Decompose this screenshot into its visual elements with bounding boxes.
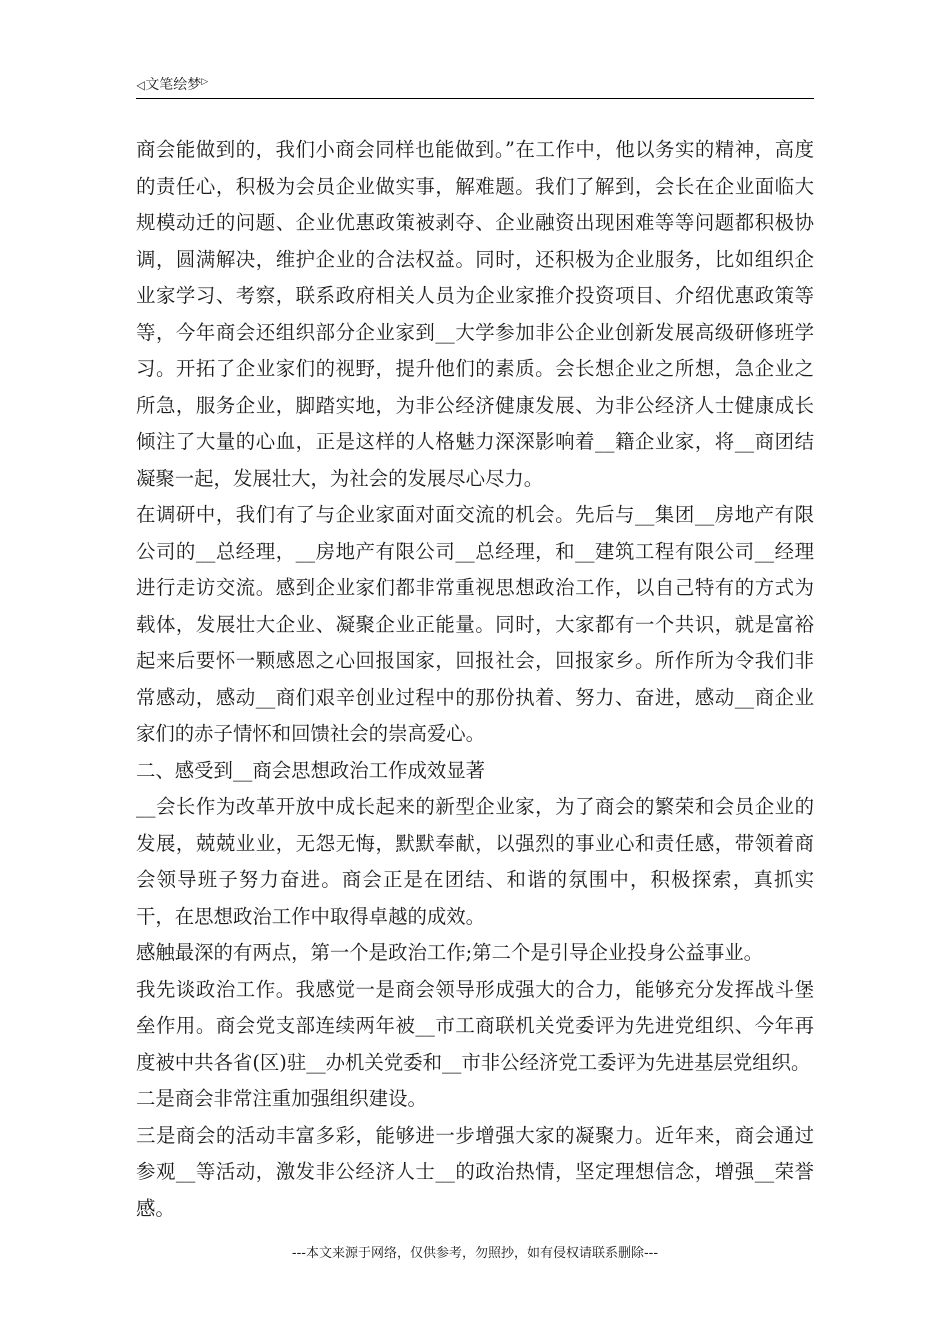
right-triangle-icon: ▷ bbox=[201, 77, 209, 87]
page-header bbox=[136, 74, 814, 99]
paragraph: __会长作为改革开放中成长起来的新型企业家，为了商会的繁荣和会员企业的发展，兢兢业业，无怨无悔，默默奉献，以强烈的事业心和责任感，带领着商会领导班子努力奋进。商会正是在团结、和谐的氛围中，积极探索，真抓实干，在思想政治工作中取得卓越的成效。 bbox=[136, 795, 814, 928]
paragraph: 二是商会非常注重加强组织建设。 bbox=[136, 1087, 427, 1110]
left-triangle-icon: ◁ bbox=[136, 78, 145, 92]
paragraph: 三是商会的活动丰富多彩，能够进一步增强大家的凝聚力。近年来，商会通过参观__等活动，激发非公经济人士__的政治热情，坚定理想信念，增强__荣誉感。 bbox=[136, 1123, 814, 1220]
paragraph: 感触最深的有两点，第一个是政治工作;第二个是引导企业投身公益事业。 bbox=[136, 941, 764, 964]
paragraph: 商会能做到的，我们小商会同样也能做到。”在工作中，他以务实的精神，高度的责任心，积极为会员企业做实事，解难题。我们了解到，会长在企业面临大规模动迁的问题、企业优惠政策被剥夺、企业融资出现困难等等问题都积极协调，圆满解决，维护企业的合法权益。同时，还积极为企业服务，比如组织企业家学习、考察，联系政府相关人员为企业家推介投资项目、介绍优惠政策等等，今年商会还组织部分企业家到__大学参加非公企业创新发展高级研修班学习。开拓了企业家们的视野，提升他们的素质。会长想企业之所想，急企业之所急，服务企业，脚踏实地，为非公经济健康发展、为非公经济人士健康成长倾注了大量的心血，正是这样的人格魅力深深影响着__籍企业家，将__商团结凝聚一起，发展壮大，为社会的发展尽心尽力。 bbox=[136, 138, 814, 490]
paragraph: 在调研中，我们有了与企业家面对面交流的机会。先后与__集团__房地产有限公司的__总经理，__房地产有限公司__总经理，和__建筑工程有限公司__经理进行走访交流。感到企业家们都非常重视思想政治工作，以自己特有的方式为载体，发展壮大企业、凝聚企业正能量。同时，大家都有一个共识，就是富裕起来后要怀一颗感恩之心回报国家，回报社会，回报家乡。所作所为令我们非常感动，感动__商们艰辛创业过程中的那份执着、努力、奋进，感动__商企业家们的赤子情怀和回馈社会的崇高爱心。 bbox=[136, 503, 814, 745]
section-heading: 二、感受到__商会思想政治工作成效显著 bbox=[136, 758, 486, 782]
document-body bbox=[136, 132, 814, 1227]
header-title: 文笔绘梦 bbox=[145, 77, 202, 93]
footer-disclaimer: ---本文来源于网络，仅供参考，勿照抄，如有侵权请联系删除--- bbox=[291, 1246, 659, 1261]
paragraph: 我先谈政治工作。我感觉一是商会领导形成强大的合力，能够充分发挥战斗堡垒作用。商会党支部连续两年被__市工商联机关党委评为先进党组织、今年再度被中共各省(区)驻__办机关党委和__市非公经济党工委评为先进基层党组织。 bbox=[136, 977, 814, 1074]
